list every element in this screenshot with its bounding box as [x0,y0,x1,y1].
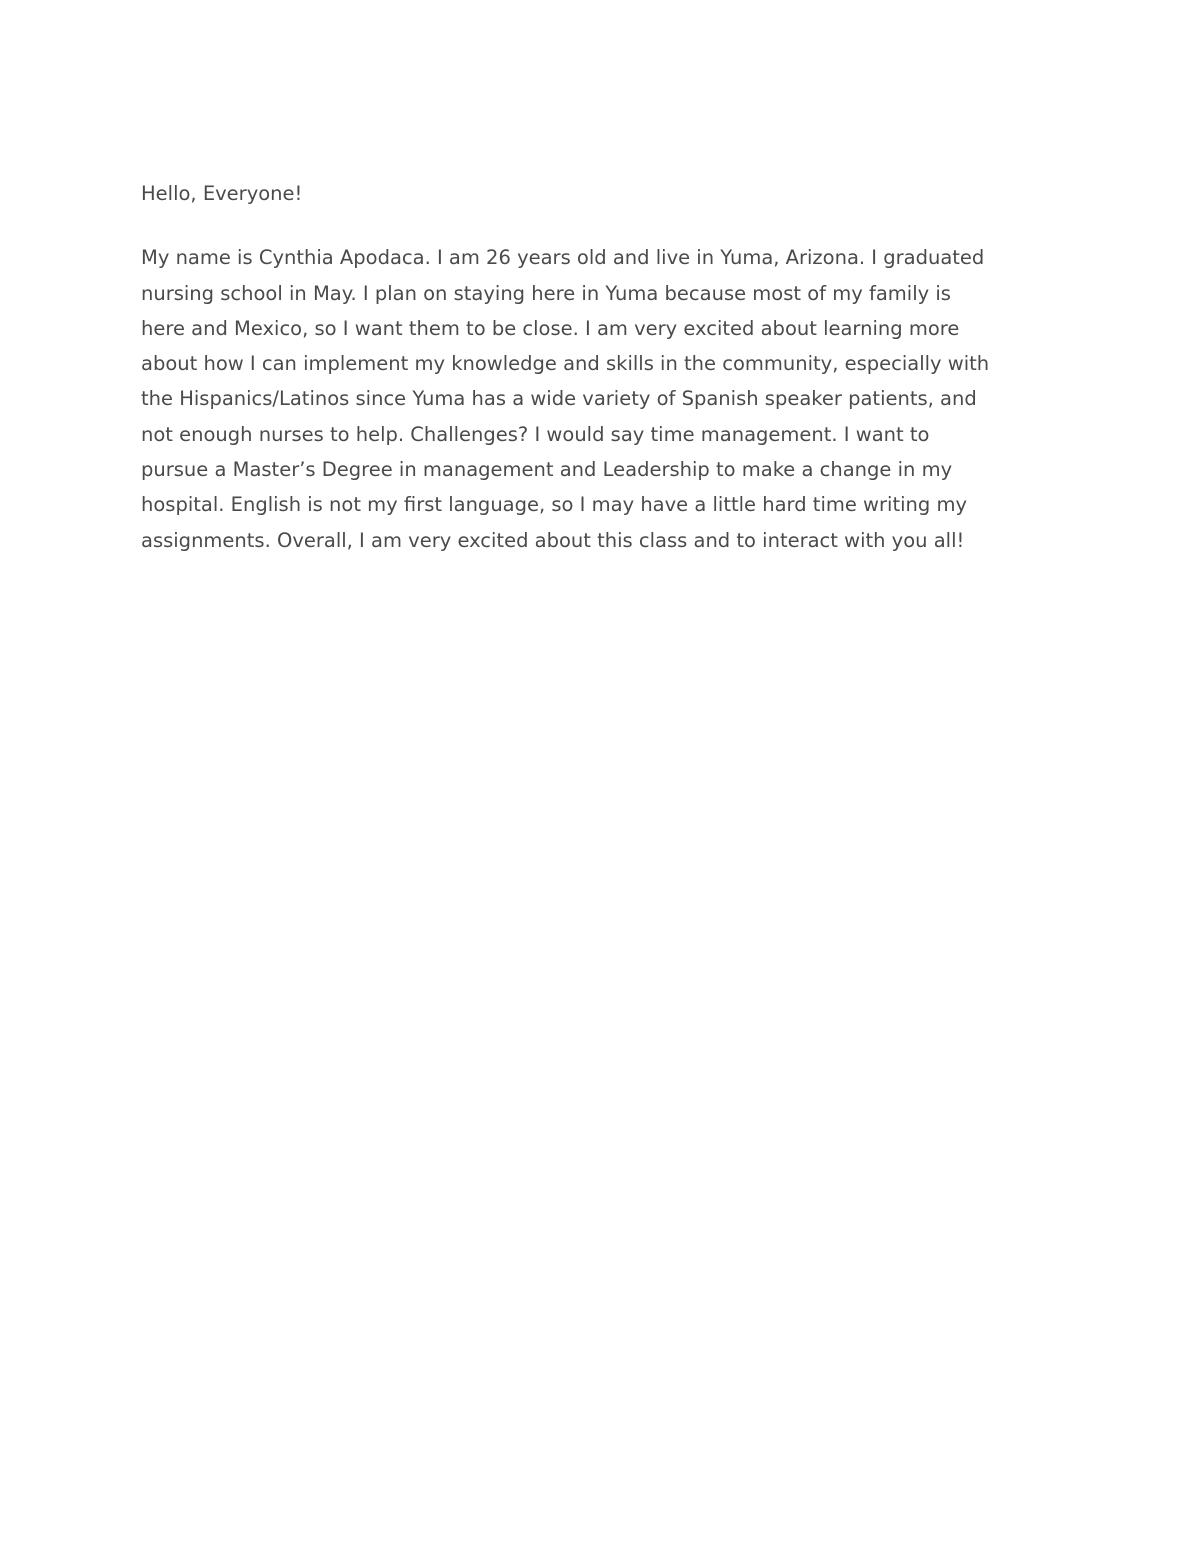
intro-paragraph [141,240,1071,558]
paragraph-line: nursing school in May. I plan on staying here in Yuma because most of my family is [141,281,951,305]
paragraph-line: My name is Cynthia Apodaca. I am 26 years old and live in Yuma, Arizona. I graduated [141,246,985,270]
greeting-line: Hello, Everyone! [141,182,303,205]
paragraph-line: hospital. English is not my first language, so I may have a little hard time writing my [141,493,967,517]
paragraph-line: about how I can implement my knowledge and skills in the community, especially with [141,352,990,376]
paragraph-line: pursue a Master’s Degree in management and Leadership to make a change in my [141,458,953,482]
paragraph-line: assignments. Overall, I am very excited about this class and to interact with you all! [141,528,965,552]
paragraph-line: here and Mexico, so I want them to be close. I am very excited about learning more [141,316,960,340]
document-body [141,176,1071,558]
paragraph-line: not enough nurses to help. Challenges? I would say time management. I want to [141,422,930,446]
paragraph-line: the Hispanics/Latinos since Yuma has a wide variety of Spanish speaker patients, and [141,387,977,411]
